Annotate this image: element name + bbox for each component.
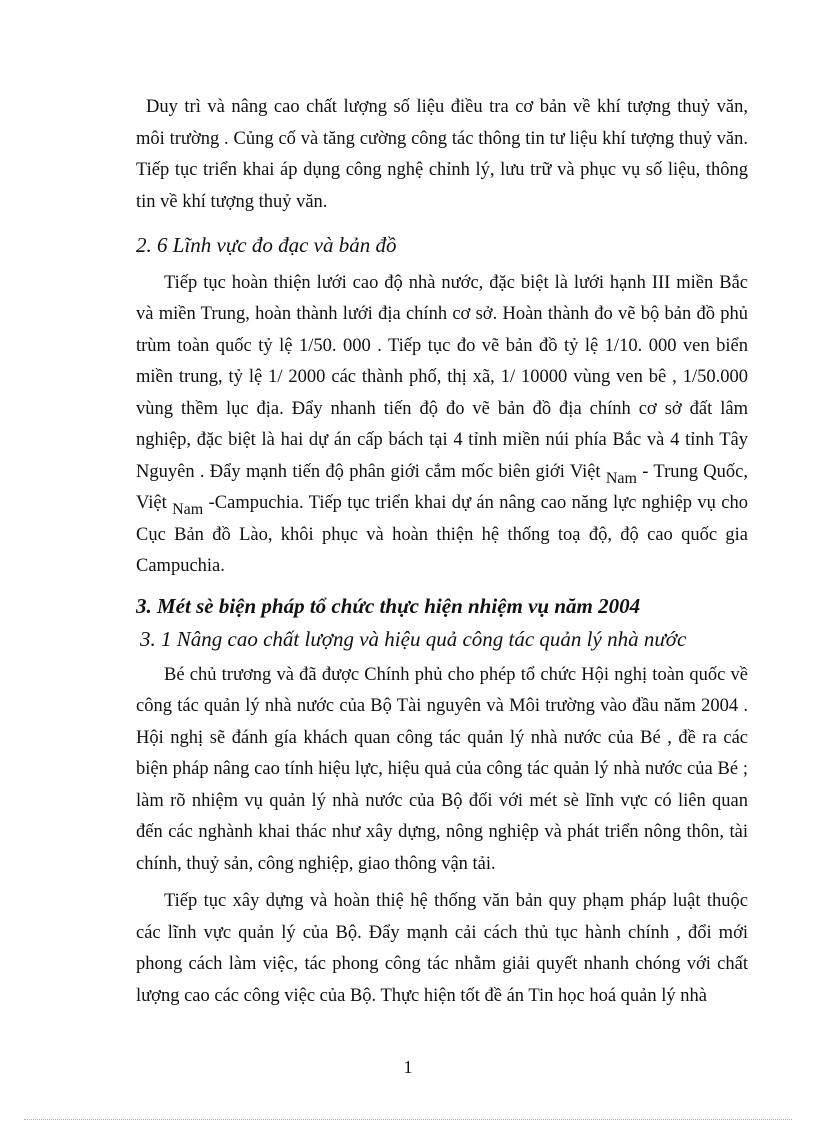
paragraph-surveying-mapping bbox=[136, 268, 748, 583]
heading-section-3-1: 3. 1 Nâng cao chất lượng và hiệu quả công tác quản lý nhà nước bbox=[140, 627, 687, 651]
paragraph-state-management: Bé chủ trương và đã được Chính phủ cho phép tổ chức Hội nghị toàn quốc về công tác quản lý nhà nước của Bộ Tài nguyên và Môi trường vào đầu năm 2004 . Hội nghị sẽ đánh gía khách quan công tác quản lý nhà nước của Bé , đề ra các biện pháp nâng cao tính hiệu lực, hiệu quả của công tác quản lý nhà nước của Bé ; làm rõ nhiệm vụ quản lý nhà nước của Bộ đối với mét sè lĩnh vực có liên quan đến các nghành khai thác như xây dựng, nông nghiệp và phát triển nông thôn, tài chính, thuỷ sản, công nghiệp, giao thông vận tải. bbox=[136, 664, 748, 874]
page-number: 1 bbox=[403, 1057, 413, 1077]
heading-section-2-6: 2. 6 Lĩnh vực đo đạc và bản đồ bbox=[136, 233, 397, 257]
paragraph-surveying-text-2: - Trung Quốc, Việt bbox=[136, 461, 748, 513]
paragraph-surveying-text-3: -Campuchia. Tiếp tục triển khai dự án nâng cao năng lực nghiệp vụ cho Cục Bản đồ Lào, khôi phục và hoàn thiện hệ thống toạ độ, độ cao quốc gia Campuchia. bbox=[136, 493, 748, 576]
heading-section-3: 3. Mét sè biện pháp tổ chức thực hiện nhiệm vụ năm 2004 bbox=[136, 593, 641, 618]
paragraph-surveying-text-1: Tiếp tục hoàn thiện lưới cao độ nhà nước, đặc biệt là lưới hạnh III miền Bắc và miền Trung, hoàn thành lưới địa chính cơ sở. Hoàn thành đo vẽ bộ bản đồ phủ trùm toàn quốc tỷ lệ 1/50. 000 . Tiếp tục đo vẽ bản đồ tỷ lệ 1/10. 000 ven biển miền trung, tỷ lệ 1/ 2000 các thành phố, thị xã, 1/ 10000 vùng ven bê , 1/50.000 vùng thềm lục địa. Đẩy nhanh tiến độ đo vẽ bản đồ địa chính cơ sở đất lâm nghiệp, đặc biệt là hai dự án cấp bách tại 4 tỉnh miền núi phía Bắc và 4 tỉnh Tây Nguyên . Đẩy mạnh tiến độ phân giới cắm mốc biên giới Việt bbox=[136, 272, 748, 482]
document-body bbox=[136, 92, 748, 1012]
subscript-nam-2: Nam bbox=[172, 501, 204, 518]
subscript-nam-1: Nam bbox=[605, 469, 637, 487]
paragraph-meteorology: Duy trì và nâng cao chất lượng số liệu điều tra cơ bản về khí tượng thuỷ văn, môi trường . Củng cố và tăng cường công tác thông tin tư liệu khí tượng thuỷ văn. Tiếp tục triển khai áp dụng công nghệ chỉnh lý, lưu trữ và phục vụ số liệu, thông tin về khí tượng thuỷ văn. bbox=[136, 97, 748, 212]
paragraph-legal-system: Tiếp tục xây dựng và hoàn thiệ hệ thống văn bản quy phạm pháp luật thuộc các lĩnh vực quản lý của Bộ. Đẩy mạnh cải cách thủ tục hành chính , đổi mới phong cách làm việc, tác phong công tác nhằm giải quyết nhanh chóng với chất lượng cao các công việc của Bộ. Thực hiện tốt đề án Tin học hoá quản lý nhà bbox=[136, 891, 748, 1006]
footer-divider bbox=[24, 1119, 792, 1120]
